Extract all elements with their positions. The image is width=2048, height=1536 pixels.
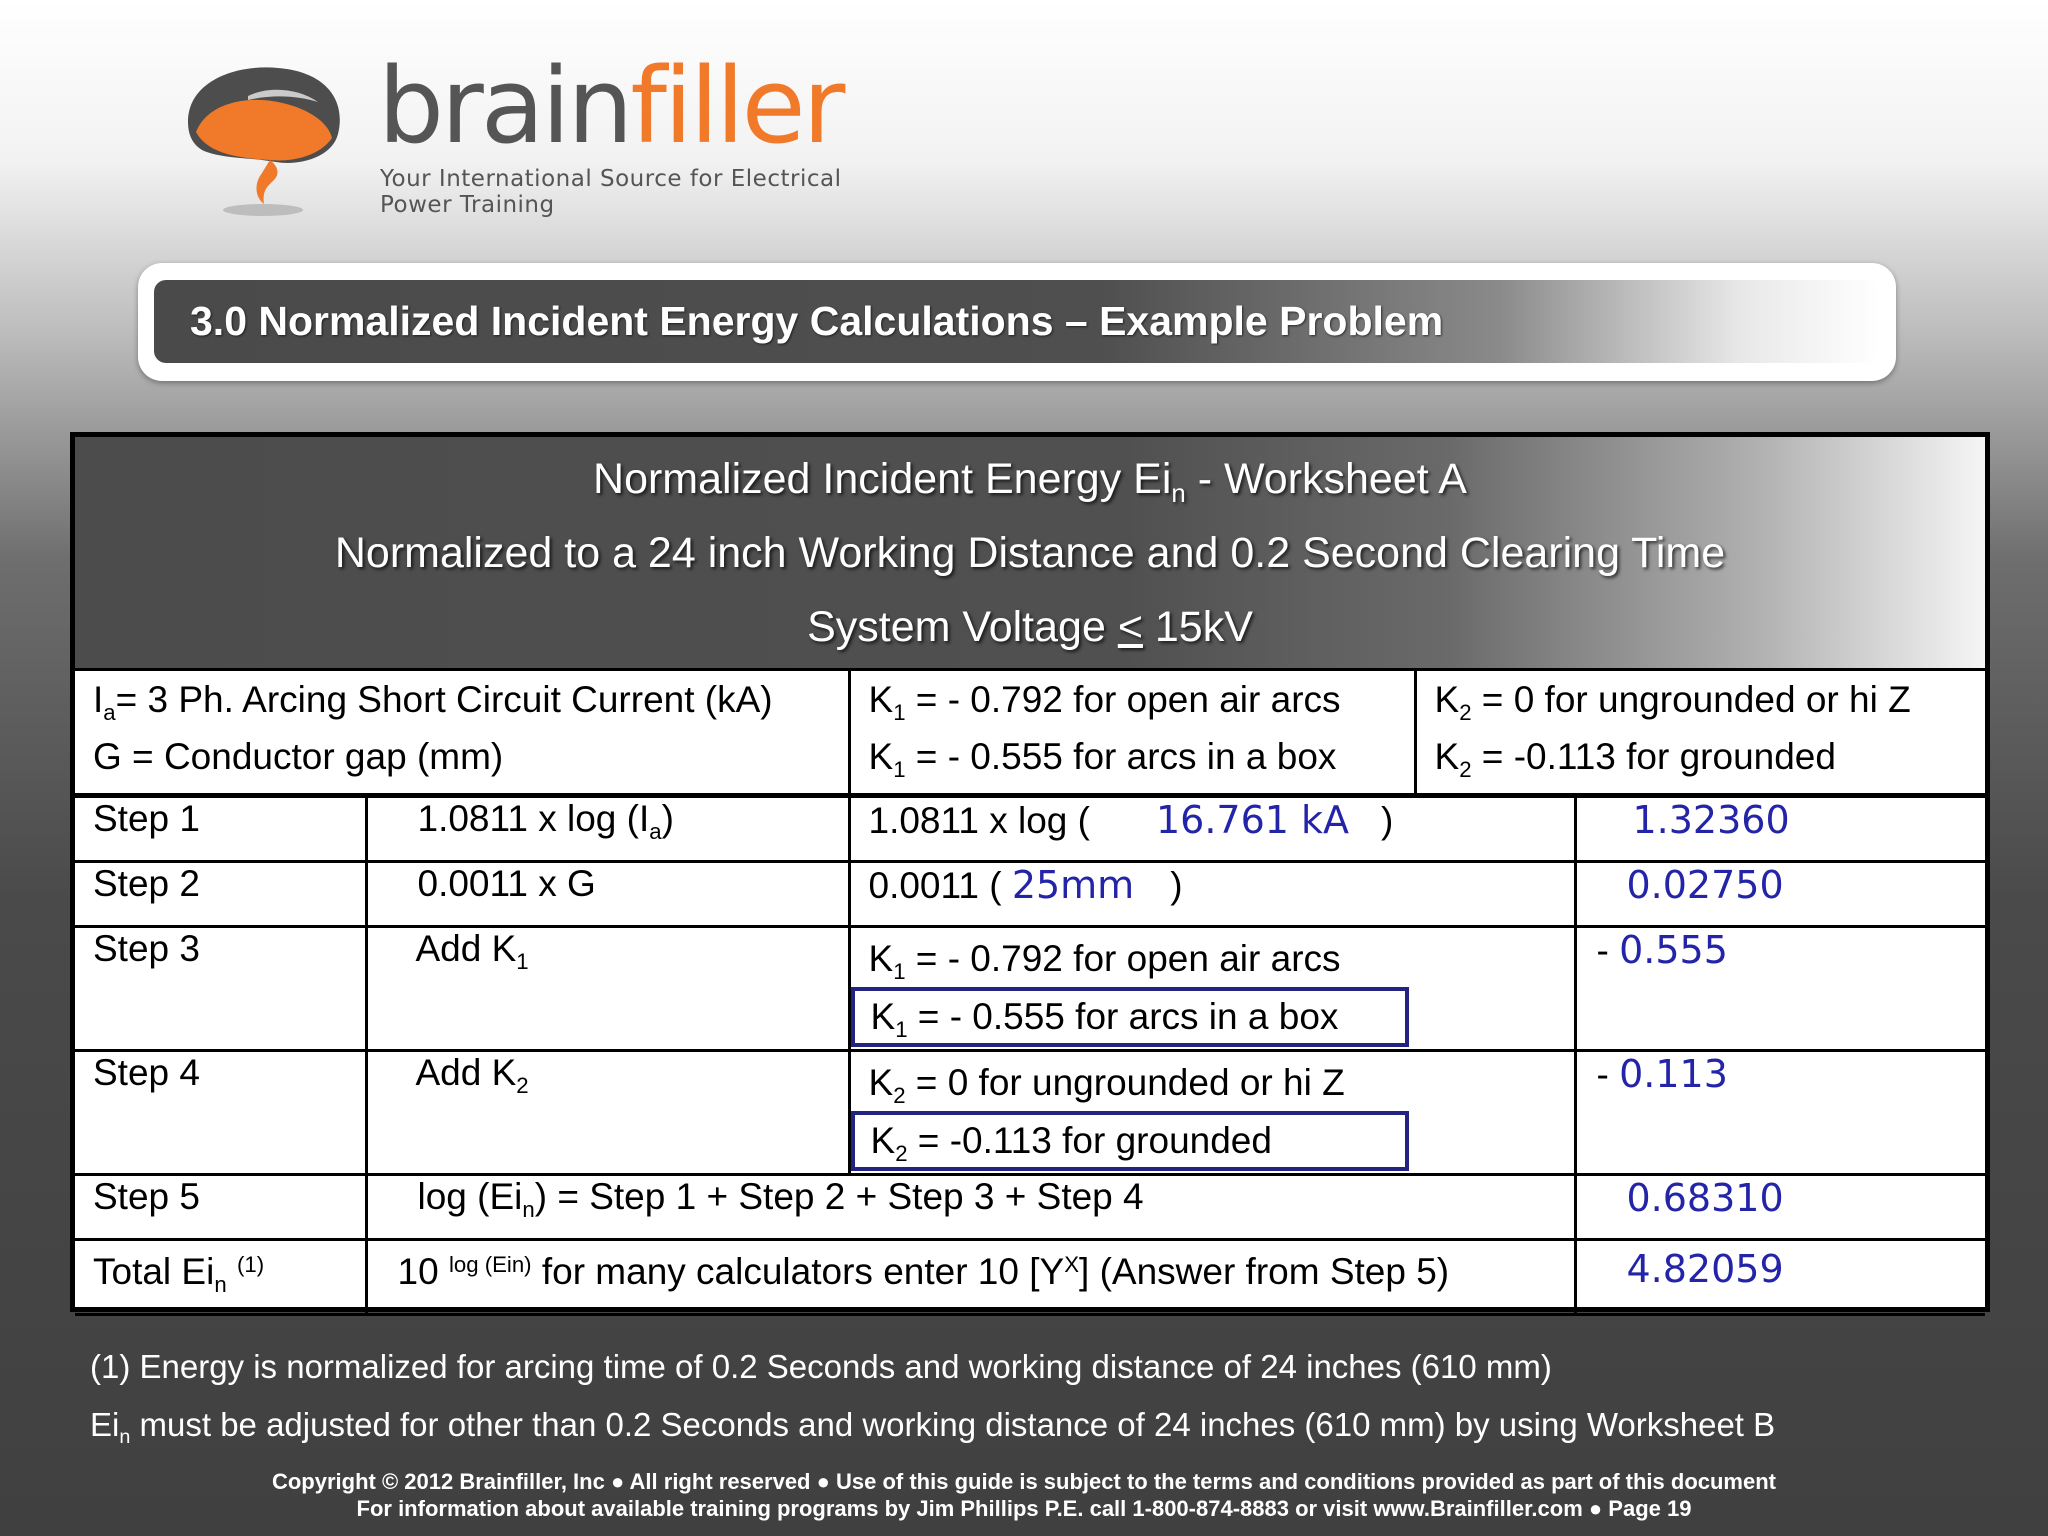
worksheet-steps-table xyxy=(75,795,1985,1316)
note-1: (1) Energy is normalized for arcing time of 0.2 Seconds and working distance of 24 inches (610 mm) xyxy=(90,1348,1552,1385)
tagline-line2: Power Training xyxy=(380,192,555,218)
footer-contact: For information about available training programs by Jim Phillips P.E. call 1-800-874-8883 or visit www.Brainfiller.com ● Page 19 xyxy=(356,1496,1692,1521)
total-label: Total $Ei_n$ $^{(1)}$ xyxy=(75,1240,366,1315)
step-row-4 xyxy=(75,1051,1985,1175)
note-2: $Ei_n$ must be adjusted for other than 0.2 Seconds and working distance of 24 inches (610 mm) by using Worksheet B xyxy=(90,1406,1776,1448)
step-formula: 1.0811 x $\log (I_a)$ xyxy=(366,797,849,862)
brand-name-part1: brain xyxy=(378,45,631,167)
worksheet-title xyxy=(75,455,1985,509)
step-work: 0.0011 ( 25mm ) xyxy=(849,862,1575,927)
step-result xyxy=(1575,1051,1985,1175)
definition-k1 xyxy=(849,670,1415,795)
k2-grounded-option-selected: $K_2 = -0.113$ for grounded xyxy=(869,1111,1574,1171)
step-formula: $\log (Ei_n)$ = Step 1 + Step 2 + Step 3 + Step 4 xyxy=(366,1175,1575,1240)
voltage-label: System Voltage xyxy=(807,603,1106,651)
k1-box-option-selected: $K_1$ = - 0.555 for arcs in a box xyxy=(869,987,1574,1047)
definitions-row xyxy=(75,670,1985,795)
step-formula: Add $K_2$ xyxy=(366,1051,849,1175)
step-result-sign: - xyxy=(1596,930,1609,971)
brainfiller-logo-icon xyxy=(178,62,348,227)
step-formula: Add $K_1$ xyxy=(366,927,849,1051)
worksheet-title-text: Normalized Incident Energy Ei xyxy=(593,455,1172,503)
step-result-value: 0.555 xyxy=(1619,928,1728,972)
voltage-symbol: < xyxy=(1117,603,1143,651)
step-label: Step 5 xyxy=(75,1175,366,1240)
section-title: 3.0 Normalized Incident Energy Calculations – Example Problem xyxy=(190,298,1444,344)
step-label: Step 3 xyxy=(75,927,366,1051)
total-formula: 10 $^{log (Ein)}$ for many calculators enter 10 $[Y^X]$ (Answer from Step 5) xyxy=(366,1240,1575,1315)
step-row-1 xyxy=(75,797,1985,862)
step-label: Step 2 xyxy=(75,862,366,927)
footer-copyright: Copyright © 2012 Brainfiller, Inc ● All right reserved ● Use of this guide is subject to the terms and conditions provided as part of this document xyxy=(271,1469,1776,1494)
worksheet-title-sub: n xyxy=(1171,480,1186,509)
step-result xyxy=(1575,862,1985,927)
total-row xyxy=(75,1240,1985,1315)
worksheet-header xyxy=(75,437,1985,668)
definition-g: G = Conductor gap (mm) xyxy=(93,736,504,777)
k1-open-option: $K_1$ = - 0.792 for open air arcs xyxy=(868,938,1341,984)
step-label: Step 1 xyxy=(75,797,366,862)
step-row-2 xyxy=(75,862,1985,927)
voltage-value: 15kV xyxy=(1142,603,1253,651)
step-row-3 xyxy=(75,927,1985,1051)
step-result-value: 0.02750 xyxy=(1626,863,1784,907)
definition-k2 xyxy=(1415,670,1985,795)
step-work xyxy=(849,927,1575,1051)
brand-name-part2: filler xyxy=(630,45,843,167)
step-formula: 0.0011 x G xyxy=(366,862,849,927)
worksheet-subtitle: Normalized to a 24 inch Working Distance and 0.2 Second Clearing Time xyxy=(334,529,1726,577)
total-result-value: 4.82059 xyxy=(1626,1247,1784,1291)
step-result-value: 1.32360 xyxy=(1632,798,1790,842)
brand-name xyxy=(378,45,843,167)
step-row-5 xyxy=(75,1175,1985,1240)
step-result-sign: - xyxy=(1596,1054,1609,1095)
definition-k1-box: $K_1$ = - 0.555 for arcs in a box xyxy=(868,736,1337,782)
step-work-value: 25mm xyxy=(1011,863,1135,907)
step-result-value: 0.113 xyxy=(1619,1052,1728,1096)
worksheet-voltage xyxy=(75,603,1985,652)
brand-tagline xyxy=(380,166,841,218)
step-work-value: 16.761 kA xyxy=(1155,798,1350,842)
worksheet-a xyxy=(70,432,1990,1312)
step-result xyxy=(1575,797,1985,862)
definition-k2-grounded: $K_2 = -0.113$ for grounded xyxy=(1434,736,1836,782)
step-work: 1.0811 x log ( 16.761 kA ) xyxy=(849,797,1575,862)
step-result xyxy=(1575,927,1985,1051)
worksheet-table xyxy=(75,668,1985,796)
k2-ungrounded-option: $K_2 = 0$ for ungrounded or hi Z xyxy=(868,1062,1345,1108)
definition-ia-g xyxy=(75,670,849,795)
total-result xyxy=(1575,1240,1985,1315)
step-result-value: 0.68310 xyxy=(1626,1176,1784,1220)
step-label: Step 4 xyxy=(75,1051,366,1175)
definition-ia: $I_a= 3$ Ph. Arcing Short Circuit Current (kA) xyxy=(93,679,773,725)
definition-k1-open: $K_1$ = - 0.792 for open air arcs xyxy=(868,679,1341,725)
step-result xyxy=(1575,1175,1985,1240)
worksheet-title-suffix: - Worksheet A xyxy=(1185,455,1467,503)
tagline-line1: Your International Source for Electrical xyxy=(380,166,842,192)
step-work xyxy=(849,1051,1575,1175)
definition-k2-ungrounded: $K_2 = 0$ for ungrounded or hi Z xyxy=(1434,679,1911,725)
